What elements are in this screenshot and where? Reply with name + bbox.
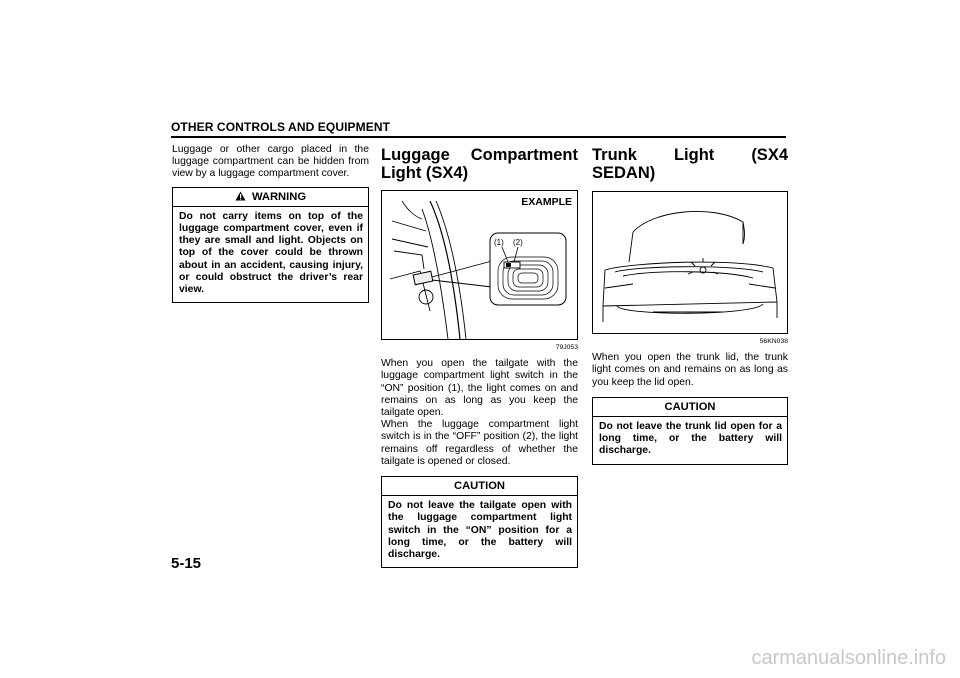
column-middle xyxy=(381,144,578,568)
luggage-light-heading: Luggage Compartment Light (SX4) xyxy=(381,146,578,182)
caution-label: CAUTION xyxy=(593,398,787,417)
figure-example-label: EXAMPLE xyxy=(521,196,572,208)
figure-code: 56KN038 xyxy=(759,338,788,345)
warning-triangle-icon xyxy=(235,191,246,201)
section-title: OTHER CONTROLS AND EQUIPMENT xyxy=(171,120,391,134)
trunk-caution-box xyxy=(592,397,788,465)
luggage-caution-box xyxy=(381,476,578,568)
trunk-light-paragraph: When you open the trunk lid, the trunk light comes on and remains on as long as you keep the lid open. xyxy=(592,352,788,388)
luggage-light-paragraph-2: When the luggage compartment light switch is in the “OFF” position (2), the light remains off regardless of whether the tailgate is opened or closed. xyxy=(381,419,578,467)
column-right xyxy=(592,144,788,465)
caution-text: Do not leave the tailgate open with the luggage compartment light switch in the “ON” position for a long time, or the battery will discharge. xyxy=(388,500,572,561)
watermark: carmanualsonline.info xyxy=(751,647,946,669)
trunk-light-heading: Trunk Light (SX4 SEDAN) xyxy=(592,146,788,182)
header-rule xyxy=(171,136,786,138)
caution-text: Do not leave the trunk lid open for a long time, or the battery will discharge. xyxy=(599,421,782,457)
caution-label: CAUTION xyxy=(382,477,577,496)
page-number: 5-15 xyxy=(171,555,202,572)
luggage-compartment-illustration xyxy=(382,191,577,339)
warning-text: Do not carry items on top of the luggage compartment cover, even if they are small and light. Objects on top of the cover could be thrown about in an accident, causing injury, or could obstruct the driver’s rear view. xyxy=(179,210,363,296)
warning-label: WARNING xyxy=(251,190,307,203)
figure-code: 79J053 xyxy=(555,344,578,351)
trunk-light-figure xyxy=(592,191,788,334)
luggage-light-paragraph-1: When you open the tailgate with the luggage compartment light switch in the “ON” position (1), the light comes on and remains on as long as you keep the tailgate open. xyxy=(381,358,578,419)
callout-2-label: (2) xyxy=(513,238,523,247)
luggage-light-figure xyxy=(381,190,578,340)
column-left xyxy=(172,144,369,303)
intro-paragraph: Luggage or other cargo placed in the luggage compartment can be hidden from view by a luggage compartment cover. xyxy=(172,144,369,180)
trunk-illustration xyxy=(593,192,787,333)
warning-box xyxy=(172,187,369,304)
callout-1-label: (1) xyxy=(494,238,504,247)
warning-header xyxy=(173,188,368,207)
